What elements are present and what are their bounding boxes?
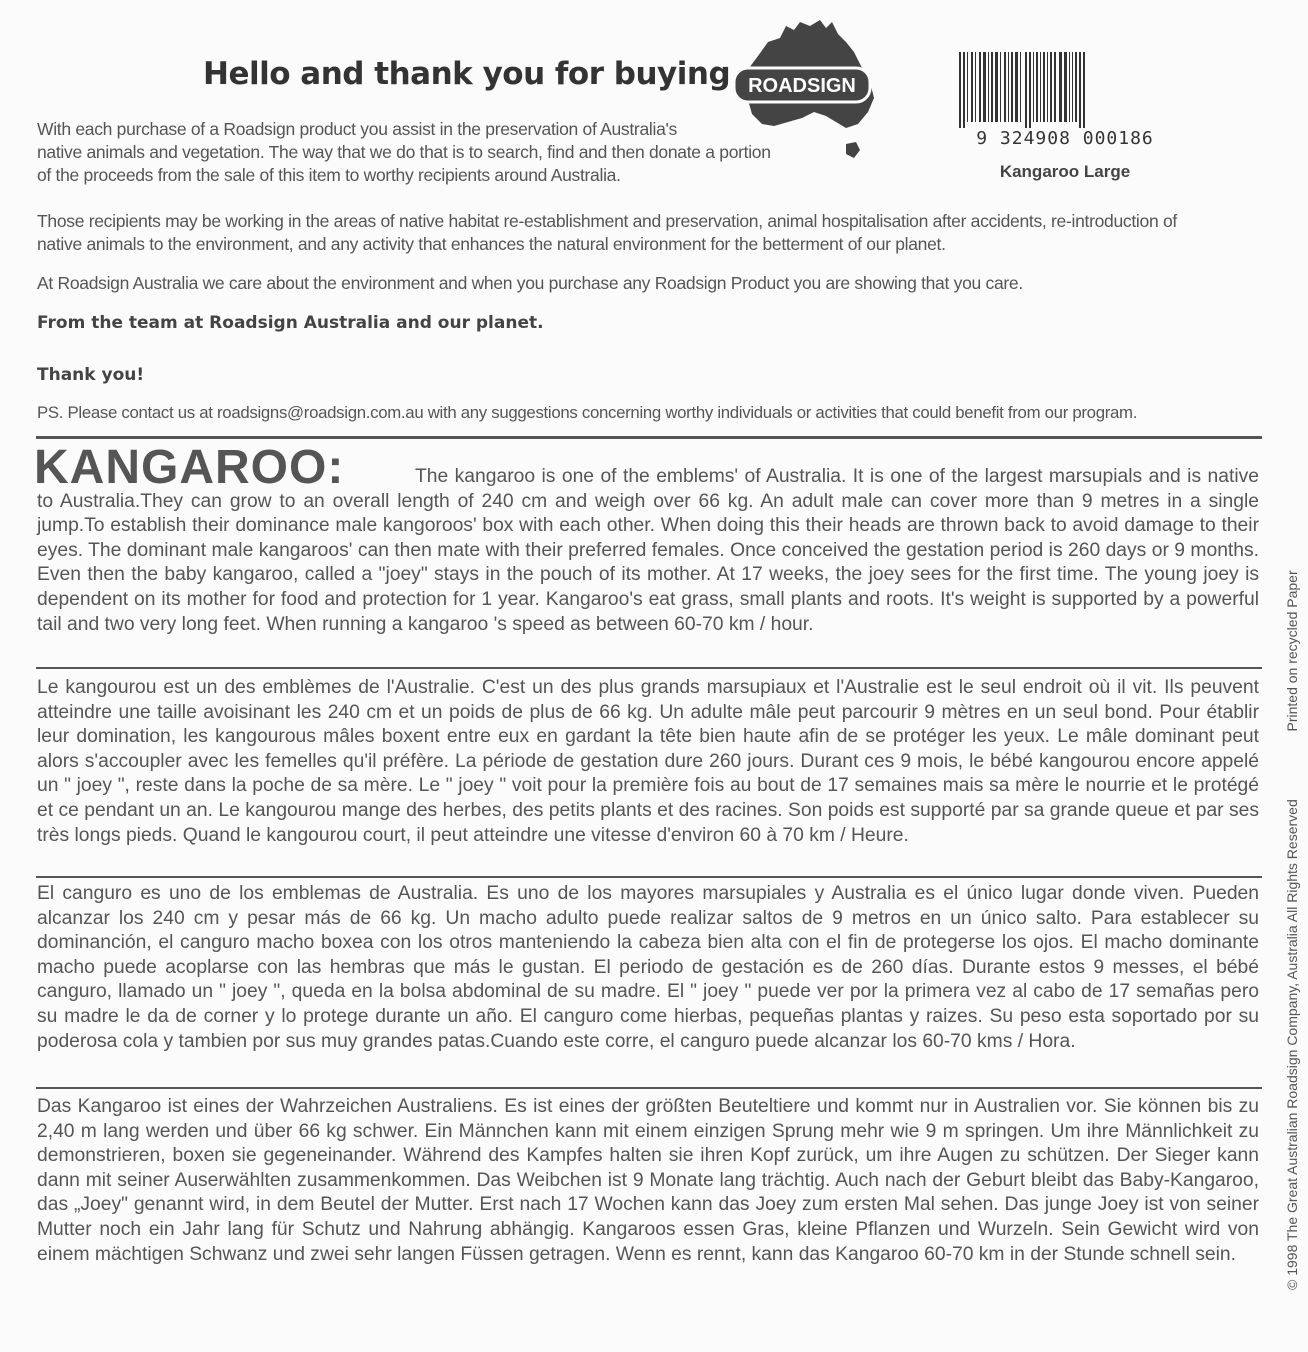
- intro-line: Those recipients may be working in the areas of native habitat re-establishment and preservation, animal hospitalisation after accidents, re-introduction of: [37, 211, 1177, 231]
- divider: [36, 436, 1262, 439]
- barcode-bar: [1054, 52, 1056, 122]
- logo-text: ROADSIGN: [748, 75, 856, 97]
- intro-line: With each purchase of a Roadsign product you assist in the preservation of Australia's: [37, 119, 677, 139]
- barcode-bar: [967, 52, 968, 122]
- intro-line: native animals and vegetation. The way that we do that is to search, find and then donate a portion: [37, 142, 771, 162]
- spanish-paragraph: El canguro es uno de los emblemas de Australia. Es uno de los mayores marsupiales y Australia es el único lugar donde viven. Pueden alcanzar los 240 cm y pesar más de 66 kg. Un macho adulto puede realizar saltos de 9 metros en un único salto. Para establecer su dominanción, el canguro macho boxea con los otros manteniendo la cabeza bien alta con el fin de protegerse los ojos. El macho dominante macho puede acoplarse con las hembras que más le gustan. El periodo de gestación es de 260 días. Durante estos 9 messes, el bébé canguro, llamado un " joey ", queda en la bolsa abdominal de su madre. El " joey " puede ver por la primera vez al cabo de 17 semañas pero su madre le da de corner y lo protege durante un año. El canguro come hierbas, pequeñas plantas y raizes. Su peso esta soportado por su poderosa cola y tambien por sus muy grandes patas.Cuando este corre, el canguro puede alcanzar los 60-70 kms / Hora.: [37, 883, 1259, 1052]
- ps-note: PS. Please contact us at roadsigns@roadsign.com.au with any suggestions concerning worthy individuals or activities that could benefit from our program.: [37, 403, 1138, 422]
- barcode-bar: [1025, 52, 1027, 128]
- barcode-bar: [1059, 52, 1062, 122]
- barcode-bar: [995, 52, 998, 122]
- barcode: [955, 52, 1175, 187]
- barcode-bar: [1047, 52, 1048, 122]
- copyright-text: © 1998 The Great Australian Roadsign Company, Australia All Rights Reserved: [1284, 799, 1300, 1290]
- barcode-bar: [971, 52, 973, 122]
- barcode-bars: [955, 52, 1175, 128]
- headline: Hello and thank you for buying: [203, 56, 731, 92]
- side-text: [1284, 570, 1300, 1290]
- article-title: KANGAROO:: [34, 441, 345, 494]
- barcode-bar: [1011, 52, 1013, 122]
- barcode-bar: [963, 52, 965, 128]
- barcode-bar: [979, 52, 981, 122]
- barcode-bar: [1004, 52, 1006, 122]
- tasmania-shape: [846, 142, 860, 158]
- english-paragraph: The kangaroo is one of the emblems' of Australia. It is one of the largest marsupials and is native to Australia.They can grow to an overall length of 240 cm and weigh over 66 kg. An adult male can cover more than 9 metres in a single jump.To establish their dominance male kangoroos' box with each other. When doing this their heads are thrown back to avoid damage to their eyes. The dominant male kangaroos' can then mate with their preferred females. Once conceived the gestation period is 260 days or 9 months. Even then the baby kangaroo, called a "joey" stays in the pouch of its mother. At 17 weeks, the joey sees for the first time. The young joey is dependent on its mother for food and protection for 1 year. Kangaroo's eat grass, small plants and roots. It's weight is supported by a powerful tail and two very long feet. When running a kangaroo 's speed as between 60-70 km / hour.: [37, 466, 1259, 635]
- barcode-bar: [1079, 52, 1081, 128]
- german-paragraph: Das Kangaroo ist eines der Wahrzeichen Australiens. Es ist eines der größten Beuteltiere und kommt nur in Australien vor. Sie können bis zu 2,40 m lang werden und über 66 kg schwer. Ein Männchen kann mit einem einzigen Sprung mehr wie 9 m springen. Um ihre Männlichkeit zu demonstrieren, boxen sie gegeneinander. Während des Kampfes halten sie ihren Kopf zurück, um ihre Augen zu schützen. Der Sieger kann dann mit seiner Auserwählten zusammenkommen. Das Weibchen ist 9 Monate lang trächtig. Auch nach der Geburt bleibt das Baby-Kangaroo, das „Joey" genannt wird, in dem Beutel der Mutter. Erst nach 17 Wochen kann das Joey zum ersten Mal sehen. Das junge Joey ist von seiner Mutter noch ein Jahr lang für Schutz und Nahrung abhängig. Kangaroos essen Gras, kleine Pflanzen und Wurzeln. Sein Gewicht wird von einem mächtigen Schwanz und zwei sehr langen Füssen getragen. Wenn es rennt, kann das Kangaroo 60-70 km in der Stunde schnell sein.: [37, 1096, 1259, 1265]
- divider: [36, 1087, 1262, 1089]
- barcode-bar: [1050, 52, 1052, 122]
- intro-paragraph-2: [37, 210, 1177, 256]
- recycled-paper-text: Printed on recycled Paper: [1284, 570, 1300, 732]
- divider: [36, 667, 1262, 669]
- product-name: Kangaroo Large: [999, 162, 1131, 181]
- barcode-bar: [1000, 52, 1001, 122]
- barcode-bar: [1008, 52, 1009, 122]
- intro-paragraph-3: At Roadsign Australia we care about the environment and when you purchase any Roadsign Product you are showing that you care.: [37, 273, 1023, 293]
- french-paragraph: Le kangourou est un des emblèmes de l'Australie. C'est un des plus grands marsupiaux et l'Australie est le seul endroit où il vit. Ils peuvent atteindre une taille avoisinant les 240 cm et un poids de plus de 66 kg. Un adulte mâle peut parcourir 9 mètres en un seul bond. Pour établir leur domination, les kangourous mâles boxent entre eux en gardant la tête bien haute afin de se protéger les yeux. Le mâle dominant peut alors s'accoupler avec les femelles qu'il préfère. La période de gestation dure 260 jours. Durant ces 9 mois, le bébé kangourou encore appelé un " joey ", reste dans la poche de sa mère. Le " joey " voit pour la première fois au bout de 17 semaines mais sa mère le nourrie et le protégé et ce pendant un an. Le kangourou mange des herbes, des petits plants et des racines. Son poids est supporté par sa grande queue et par ses très longs pieds. Quand le kangourou court, il peut atteindre une vitesse d'environ 60 à 70 km / Heure.: [37, 677, 1259, 846]
- barcode-bar: [975, 52, 976, 122]
- signoff: From the team at Roadsign Australia and our planet.: [37, 313, 544, 333]
- barcode-bar: [1043, 52, 1045, 122]
- intro-paragraph-1: [37, 118, 771, 187]
- divider: [36, 876, 1262, 878]
- intro-line: native animals to the environment, and any activity that enhances the natural environment for the betterment of our planet.: [37, 234, 946, 254]
- barcode-bar: [1036, 52, 1038, 122]
- barcode-number: 9 324908 000186: [976, 128, 1154, 149]
- barcode-bar: [1069, 52, 1070, 122]
- barcode-bar: [1064, 52, 1067, 122]
- barcode-bar: [991, 52, 993, 122]
- barcode-bar: [1075, 52, 1077, 122]
- thanks: Thank you!: [37, 365, 145, 385]
- barcode-bar: [988, 52, 989, 122]
- barcode-bar: [1029, 52, 1031, 128]
- barcode-bar: [1033, 52, 1034, 122]
- barcode-bar: [959, 52, 961, 128]
- barcode-bar: [983, 52, 986, 122]
- barcode-bar: [1072, 52, 1073, 122]
- barcode-bar: [1020, 52, 1021, 122]
- barcode-bar: [1015, 52, 1018, 122]
- barcode-bar: [1083, 52, 1085, 128]
- barcode-bar: [1040, 52, 1041, 122]
- intro-line: of the proceeds from the sale of this item to worthy recipients around Australia.: [37, 165, 621, 185]
